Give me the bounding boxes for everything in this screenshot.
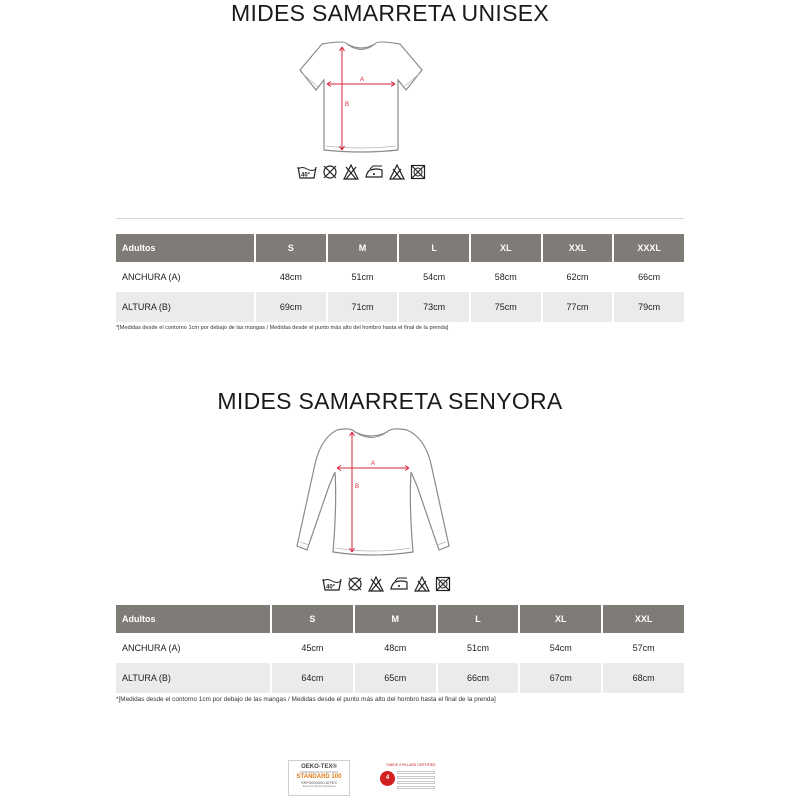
senyora-title: MIDES SAMARRETA SENYORA xyxy=(217,388,563,414)
pillar-line xyxy=(397,776,435,779)
header-cell: Adultos xyxy=(116,605,270,633)
table-row xyxy=(116,292,684,322)
oeko-tested: Tested for harmful substances xyxy=(302,785,336,788)
oeko-standard: STANDARD 100 xyxy=(296,774,342,780)
unisex-size-table xyxy=(114,234,686,322)
table-cell: 58cm xyxy=(494,272,517,282)
senyora-size-table xyxy=(114,605,686,693)
no-tumble-dry-icon xyxy=(347,576,363,592)
table-cell: 65cm xyxy=(355,663,436,693)
table-header-row xyxy=(116,234,684,262)
table-cell: ANCHURA (A) xyxy=(122,643,181,653)
header-cell: XXL xyxy=(603,605,684,633)
table-cell: 66cm xyxy=(638,272,661,282)
header-cell: Adultos xyxy=(116,234,254,262)
measure-a-label: A xyxy=(371,461,376,467)
no-tumble-dry-icon xyxy=(322,164,338,180)
header-cell: XL xyxy=(471,234,541,262)
wash-temp-label: 40° xyxy=(326,584,336,591)
table-cell: 66cm xyxy=(438,663,519,693)
unisex-care-icons xyxy=(297,164,426,180)
table-cell: 51cm xyxy=(351,272,374,282)
header-cell: S xyxy=(256,234,326,262)
header-cell: XXXL xyxy=(614,234,684,262)
no-bleach-icon xyxy=(368,576,384,592)
iron-low-icon xyxy=(364,164,384,180)
unisex-footnote: *[Medidas desde el contorno 1cm por debajo de las mangas / Medidas desde el punto más alto del hombro hasta el final de la prenda] xyxy=(116,325,449,331)
table-cell: 77cm xyxy=(543,292,613,322)
measure-a-label: A xyxy=(360,77,365,83)
four-pillars-logo xyxy=(380,763,442,797)
table-cell: 57cm xyxy=(632,643,655,653)
header-cell: L xyxy=(438,605,519,633)
header-cell: XXL xyxy=(543,234,613,262)
table-cell: 51cm xyxy=(466,643,489,653)
table-cell: ALTURA (B) xyxy=(116,292,254,322)
table-cell: 54cm xyxy=(423,272,446,282)
table-cell: 75cm xyxy=(471,292,541,322)
no-dry-clean-icon xyxy=(389,164,405,180)
no-bleach-icon xyxy=(343,164,359,180)
senyora-longsleeve-diagram xyxy=(289,424,457,564)
table-cell: 67cm xyxy=(520,663,601,693)
table-cell: 69cm xyxy=(256,292,326,322)
header-cell: L xyxy=(399,234,469,262)
pillar-line xyxy=(397,786,435,789)
pillars-badge: 4 xyxy=(380,771,395,786)
senyora-footnote: *[Medidas desde el contorno 1cm por debajo de las mangas / Medidas desde el punto más alto del hombro hasta el final de la prenda] xyxy=(116,696,496,703)
senyora-care-icons xyxy=(322,576,451,592)
oeko-tagline: CONFIDENCE IN TEXTILES xyxy=(299,770,339,774)
header-cell: M xyxy=(355,605,436,633)
pillars-header: SINEIS 4 PILLARS CERTIFIED xyxy=(386,763,436,767)
header-cell: S xyxy=(272,605,353,633)
iron-low-icon xyxy=(389,576,409,592)
wash-40-icon xyxy=(297,164,317,180)
table-cell: 54cm xyxy=(549,643,572,653)
table-row xyxy=(116,262,684,292)
table-cell: ANCHURA (A) xyxy=(122,272,181,282)
table-header-row xyxy=(116,605,684,633)
wash-temp-label: 40° xyxy=(301,172,311,179)
table-cell: 73cm xyxy=(399,292,469,322)
oeko-brand: OEKO-TEX® xyxy=(301,764,337,770)
no-dry-clean-icon xyxy=(414,576,430,592)
table-cell: 64cm xyxy=(272,663,353,693)
table-cell: ALTURA (B) xyxy=(116,663,270,693)
section-divider xyxy=(116,218,684,219)
no-dry-icon xyxy=(410,164,426,180)
pillar-line xyxy=(397,781,435,784)
table-cell: 71cm xyxy=(328,292,398,322)
header-cell: M xyxy=(328,234,398,262)
table-cell: 62cm xyxy=(566,272,589,282)
no-dry-icon xyxy=(435,576,451,592)
unisex-tshirt-diagram xyxy=(294,38,428,158)
measure-b-label: B xyxy=(345,102,350,108)
oeko-cert-id: SRF0000000 AITEX xyxy=(300,780,338,785)
table-cell: 48cm xyxy=(384,643,407,653)
oeko-tex-logo xyxy=(288,760,350,796)
header-cell: XL xyxy=(520,605,601,633)
wash-40-icon xyxy=(322,576,342,592)
table-cell: 45cm xyxy=(301,643,324,653)
pillar-line xyxy=(397,771,435,774)
table-cell: 68cm xyxy=(603,663,684,693)
table-row xyxy=(116,633,684,663)
measure-b-label: B xyxy=(355,484,360,490)
table-cell: 48cm xyxy=(279,272,302,282)
table-cell: 79cm xyxy=(614,292,684,322)
unisex-title: MIDES SAMARRETA UNISEX xyxy=(230,0,549,26)
table-row xyxy=(116,663,684,693)
